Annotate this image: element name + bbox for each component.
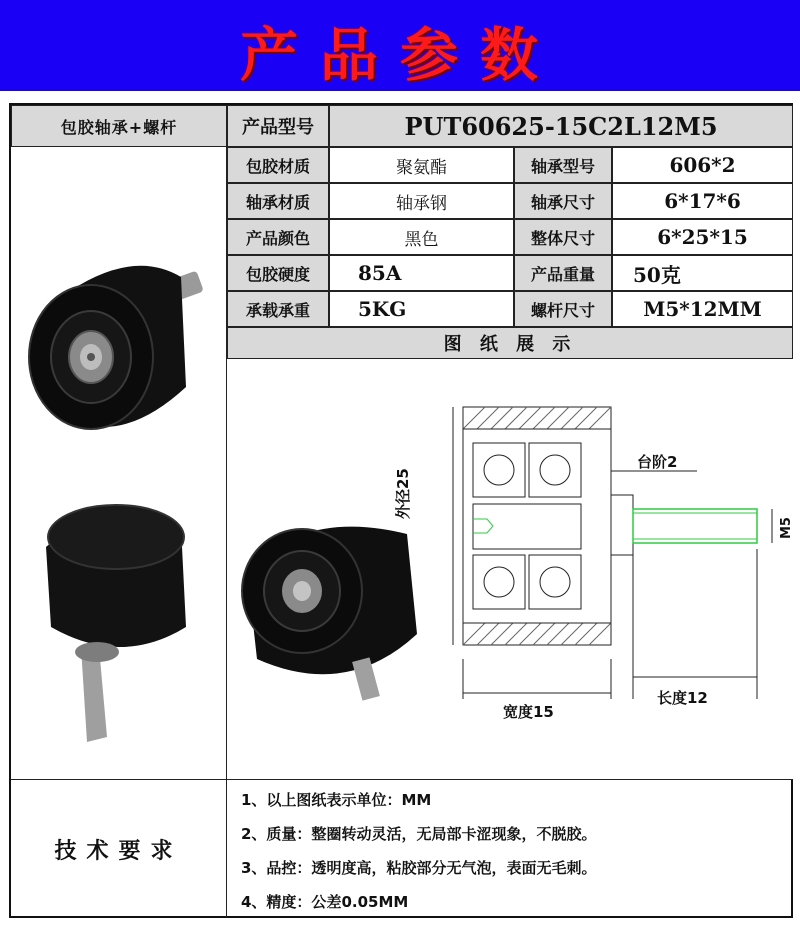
spec-value-cell xyxy=(329,219,514,255)
spec-value-cell xyxy=(612,183,793,219)
spec-label: 承载承重 xyxy=(245,300,310,320)
spec-label: 包胶硬度 xyxy=(245,264,310,284)
spec-label-cell xyxy=(227,219,329,255)
spec-label: 轴承材质 xyxy=(245,192,310,212)
spec-value-cell xyxy=(329,183,514,219)
spec-label: 产品重量 xyxy=(530,264,595,284)
category-label: 包胶轴承+螺杆 xyxy=(60,117,178,137)
outer-diameter-label: 外径25 xyxy=(394,468,412,519)
spec-label: 整体尺寸 xyxy=(530,228,595,248)
tech-lines xyxy=(227,779,793,918)
spec-value-cell xyxy=(612,291,793,327)
thread-label: M5 xyxy=(779,517,794,539)
model-value-cell xyxy=(329,105,793,147)
drawing-title-cell xyxy=(227,327,793,359)
tech-title-cell xyxy=(11,779,227,918)
model-label-cell xyxy=(227,105,329,147)
tech-line: 3、品控：透明度高，粘胶部分无气泡，表面无毛刺。 xyxy=(241,859,597,877)
spec-value: 606*2 xyxy=(669,153,736,177)
tech-line: 2、质量：整圈转动灵活，无局部卡涩现象，不脱胶。 xyxy=(241,825,597,843)
roller-angled-image xyxy=(242,527,417,701)
banner xyxy=(0,0,800,91)
roller-left-image xyxy=(46,505,186,742)
spec-label-cell xyxy=(514,291,612,327)
spec-value: 轴承钢 xyxy=(396,193,447,214)
spec-value-cell xyxy=(612,219,793,255)
spec-value: 6*25*15 xyxy=(657,225,748,249)
banner-title: 产品参数 xyxy=(239,21,560,89)
spec-label-cell xyxy=(227,255,329,291)
spec-value: 6*17*6 xyxy=(664,189,741,213)
category-cell xyxy=(11,105,227,147)
spec-value: 聚氨酯 xyxy=(396,157,447,178)
spec-value-cell xyxy=(329,147,514,183)
spec-label-cell xyxy=(514,183,612,219)
spec-label: 螺杆尺寸 xyxy=(530,300,595,320)
spec-value: M5*12MM xyxy=(643,297,762,321)
section-view xyxy=(463,407,757,645)
drawing-area xyxy=(227,359,793,779)
spec-label-cell xyxy=(227,147,329,183)
model-value: PUT60625-15C2L12M5 xyxy=(404,111,718,141)
roller-top-image xyxy=(29,266,204,429)
spec-label: 轴承尺寸 xyxy=(530,192,595,212)
spec-label-cell xyxy=(227,183,329,219)
spec-value-cell xyxy=(612,147,793,183)
spec-value: 50克 xyxy=(633,262,681,287)
spec-table xyxy=(9,103,793,918)
spec-value: 5KG xyxy=(358,297,407,321)
tech-line: 1、以上图纸表示单位：MM xyxy=(241,791,432,809)
product-photo-area xyxy=(11,147,227,779)
spec-label-cell xyxy=(514,147,612,183)
spec-label: 包胶材质 xyxy=(245,156,310,176)
model-label: 产品型号 xyxy=(242,117,314,138)
tech-title: 技术要求 xyxy=(54,838,183,864)
drawing-title: 图 纸 展 示 xyxy=(443,334,577,355)
length-label: 长度12 xyxy=(657,689,708,707)
step-label: 台阶2 xyxy=(637,453,678,471)
spec-label-cell xyxy=(514,255,612,291)
spec-value-cell xyxy=(329,291,514,327)
product-photo-top xyxy=(11,147,226,779)
spec-label-cell xyxy=(514,219,612,255)
spec-label: 轴承型号 xyxy=(530,156,595,176)
width-label: 宽度15 xyxy=(503,703,554,721)
spec-value-cell xyxy=(329,255,514,291)
spec-value: 黑色 xyxy=(404,229,439,250)
spec-value: 85A xyxy=(358,261,402,285)
tech-line: 4、精度：公差0.05MM xyxy=(241,893,409,911)
spec-value-cell xyxy=(612,255,793,291)
spec-label-cell xyxy=(227,291,329,327)
spec-label: 产品颜色 xyxy=(245,228,310,248)
